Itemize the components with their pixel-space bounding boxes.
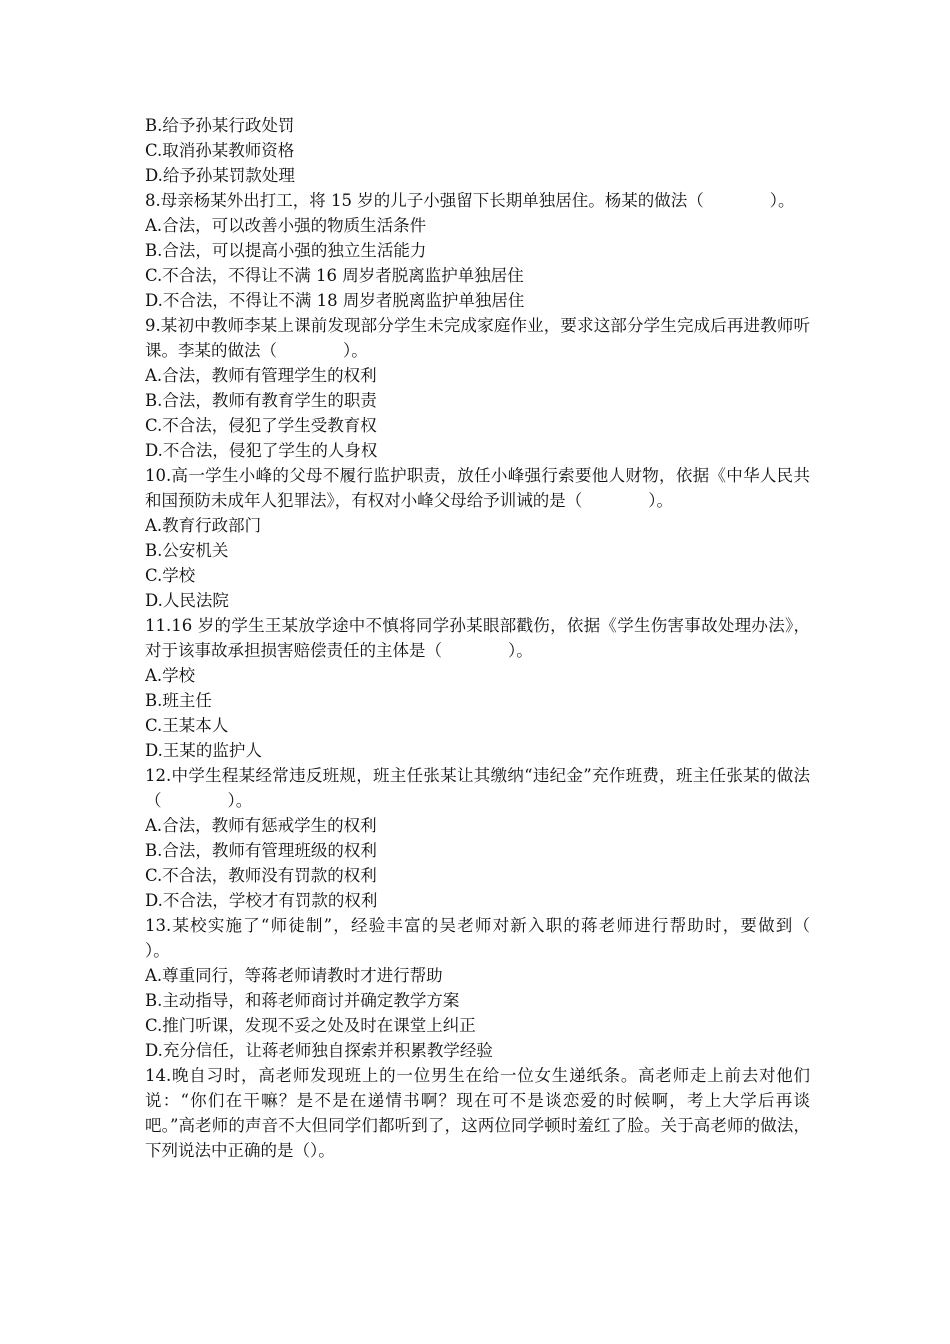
option-line: D.不合法，侵犯了学生的人身权 xyxy=(145,441,378,460)
option-line: A.学校 xyxy=(145,666,196,685)
option-line: C.取消孙某教师资格 xyxy=(145,141,295,160)
document-body xyxy=(145,113,876,1163)
option-line: D.不合法，学校才有罚款的权利 xyxy=(145,891,378,910)
option-line: A.合法，可以改善小强的物质生活条件 xyxy=(145,216,427,235)
question-stem: 10.高一学生小峰的父母不履行监护职责，放任小峰强行索要他人财物，依据《中华人民共和国预防未成年人犯罪法》，有权对小峰父母给予训诫的是（ ）。 xyxy=(145,466,810,510)
option-line: C.不合法，教师没有罚款的权利 xyxy=(145,866,377,885)
question-stem: 9.某初中教师李某上课前发现部分学生未完成家庭作业，要求这部分学生完成后再进教师听课。李某的做法（ ）。 xyxy=(145,316,810,360)
option-line: B.合法，教师有管理班级的权利 xyxy=(145,841,377,860)
option-line: D.给予孙某罚款处理 xyxy=(145,166,295,185)
option-line: A.合法，教师有惩戒学生的权利 xyxy=(145,816,377,835)
option-line: C.不合法，不得让不满 16 周岁者脱离监护单独居住 xyxy=(145,266,524,285)
option-line: D.人民法院 xyxy=(145,591,229,610)
option-line: D.不合法，不得让不满 18 周岁者脱离监护单独居住 xyxy=(145,291,525,310)
option-line: D.充分信任，让蒋老师独自探索并积累教学经验 xyxy=(145,1041,493,1060)
option-line: C.不合法，侵犯了学生受教育权 xyxy=(145,416,377,435)
option-line: A.教育行政部门 xyxy=(145,516,262,535)
option-line: B.合法，教师有教育学生的职责 xyxy=(145,391,377,410)
question-stem: 13.某校实施了“师徒制”，经验丰富的吴老师对新入职的蒋老师进行帮助时，要做到（ ）。 xyxy=(145,916,876,960)
option-line: B.主动指导，和蒋老师商讨并确定教学方案 xyxy=(145,991,460,1010)
option-line: B.给予孙某行政处罚 xyxy=(145,116,295,135)
option-line: A.合法，教师有管理学生的权利 xyxy=(145,366,377,385)
option-line: C.推门听课，发现不妥之处及时在课堂上纠正 xyxy=(145,1016,476,1035)
question-stem: 11.16 岁的学生王某放学途中不慎将同学孙某眼部戳伤，依据《学生伤害事故处理办法》，对于该事故承担损害赔偿责任的主体是（ ）。 xyxy=(145,616,810,660)
question-stem: 8.母亲杨某外出打工，将 15 岁的儿子小强留下长期单独居住。杨某的做法（ ）。 xyxy=(145,191,795,210)
question-stem: 14.晚自习时，高老师发现班上的一位男生在给一位女生递纸条。高老师走上前去对他们说：“你们在干嘛？是不是在递情书啊？现在可不是谈恋爱的时候啊，考上大学后再谈吧。”高老师的声音不大但同学们都听到了，这两位同学顿时羞红了脸。关于高老师的做法，下列说法中正确的是（）。 xyxy=(145,1066,810,1160)
option-line: B.公安机关 xyxy=(145,541,229,560)
question-stem: 12.中学生程某经常违反班规，班主任张某让其缴纳“违纪金”充作班费，班主任张某的做法（ ）。 xyxy=(145,766,810,810)
option-line: B.合法，可以提高小强的独立生活能力 xyxy=(145,241,427,260)
option-line: C.王某本人 xyxy=(145,716,229,735)
option-line: B.班主任 xyxy=(145,691,212,710)
option-line: A.尊重同行，等蒋老师请教时才进行帮助 xyxy=(145,966,443,985)
option-line: C.学校 xyxy=(145,566,196,585)
option-line: D.王某的监护人 xyxy=(145,741,262,760)
